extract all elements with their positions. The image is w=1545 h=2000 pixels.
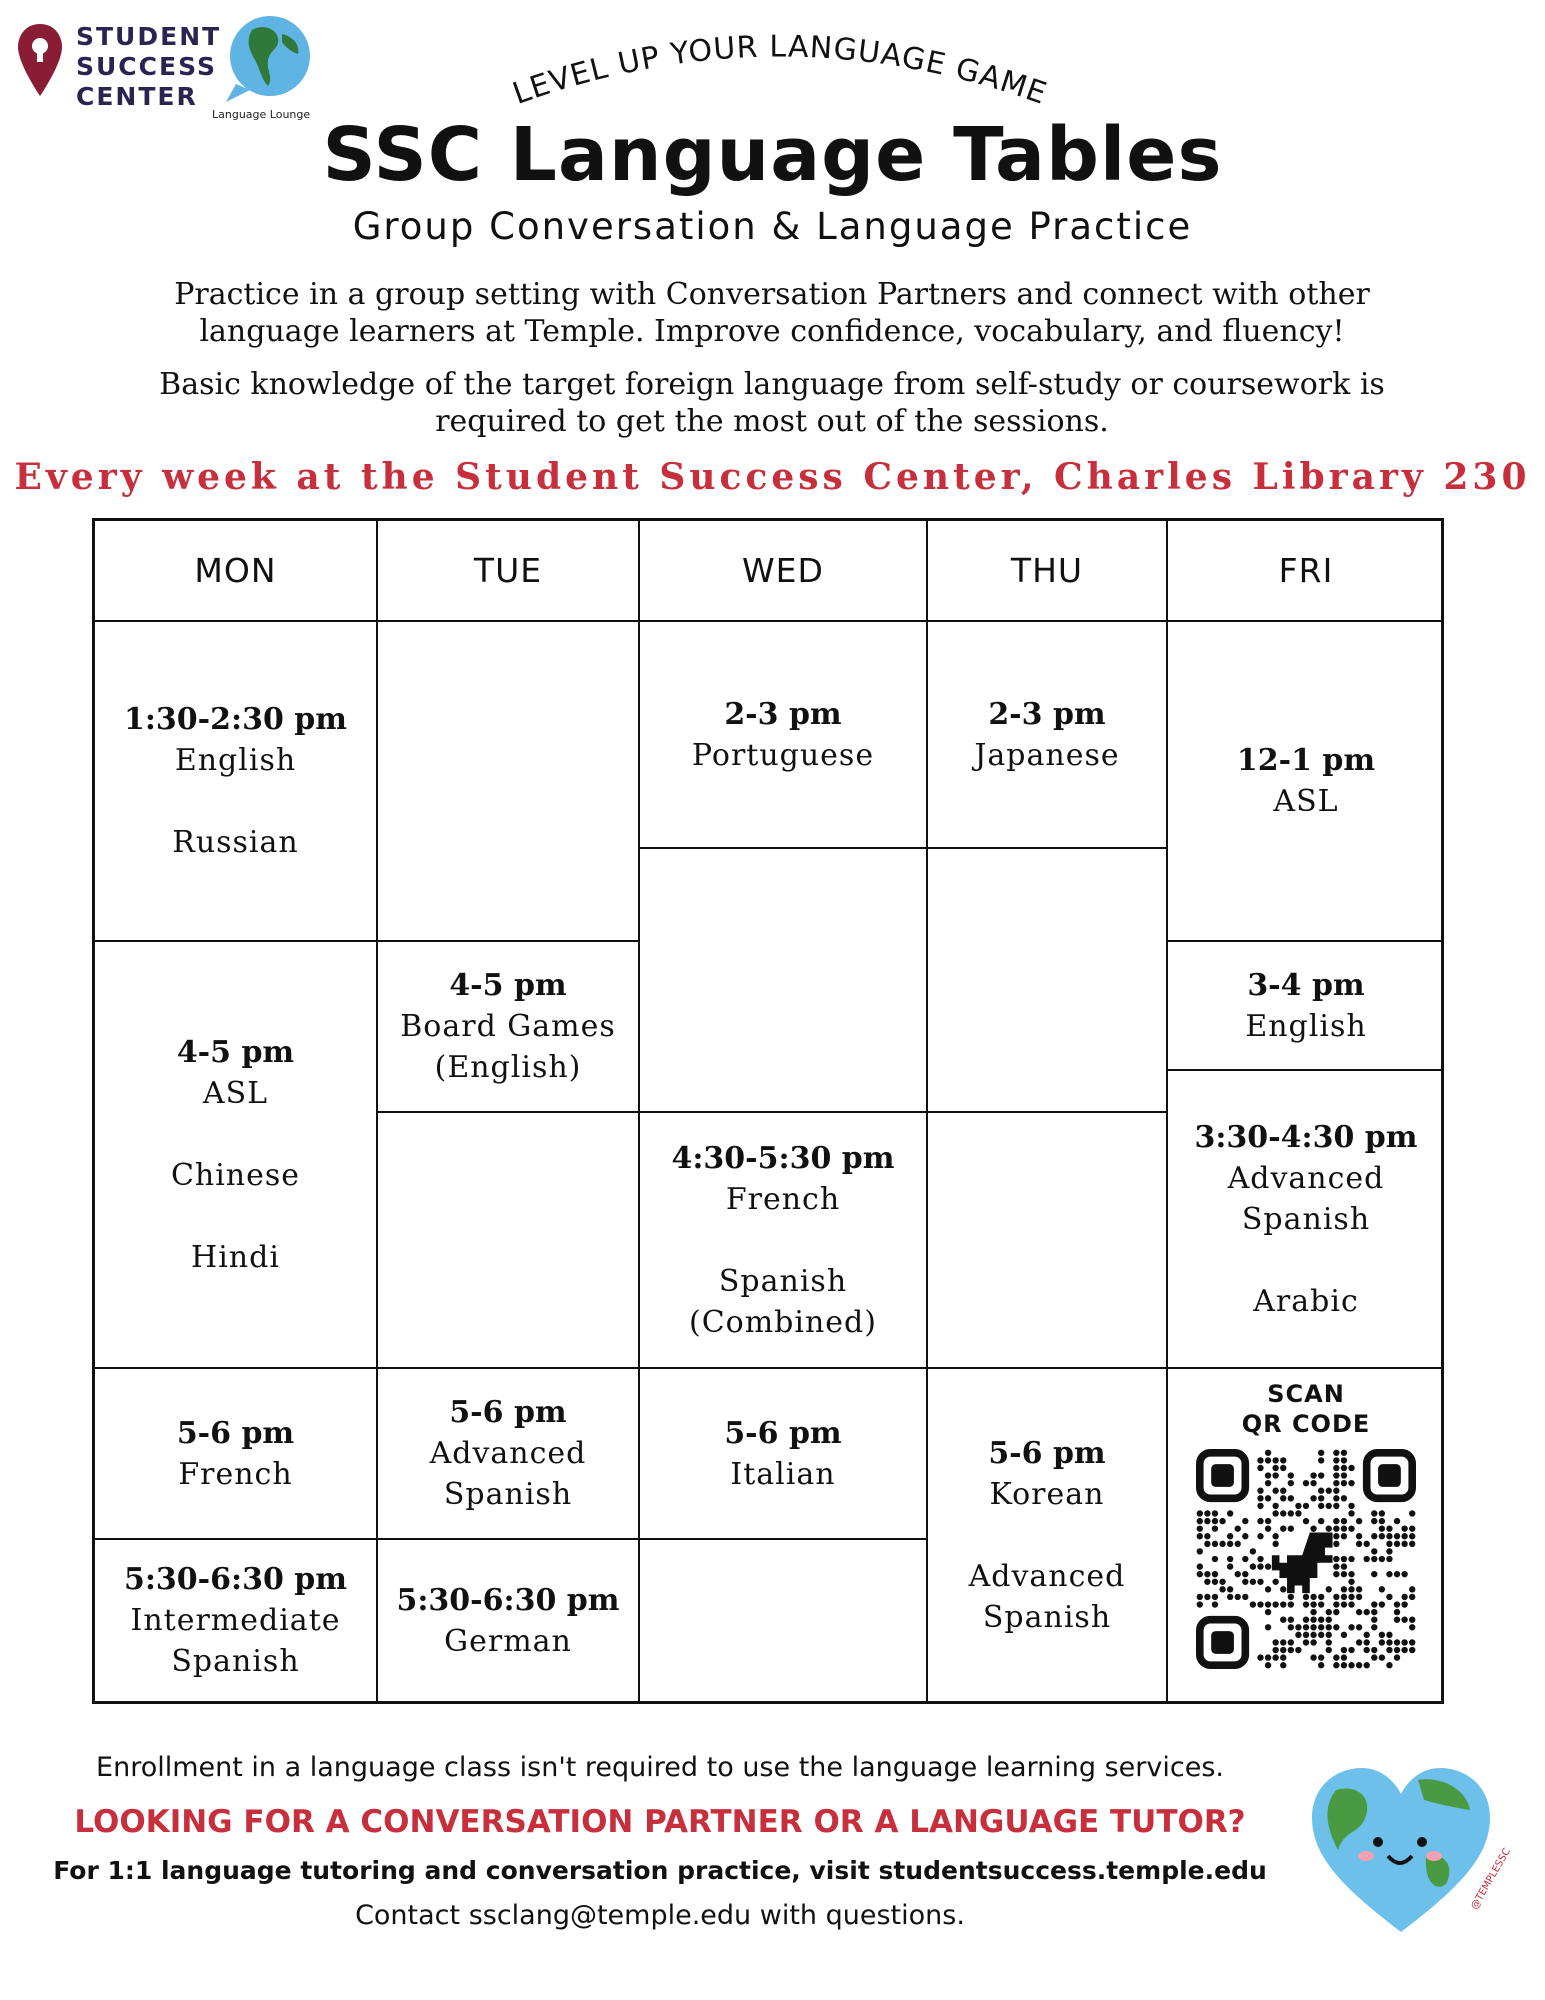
slot-language: Hindi — [191, 1239, 280, 1275]
slot-language: Spanish — [1241, 1201, 1371, 1237]
footer-tutoring: For 1:1 language tutoring and conversation practice, visit studentsuccess.temple.edu — [53, 1856, 1267, 1885]
schedule-slot — [95, 1540, 378, 1701]
slot-time: 4-5 pm — [176, 1034, 295, 1070]
slot-time: 4-5 pm — [449, 968, 567, 1003]
schedule-slot — [95, 1369, 378, 1540]
qr-cell — [1168, 1369, 1444, 1701]
slot-language: Japanese — [974, 737, 1120, 773]
empty-slot — [378, 622, 640, 942]
globe-heart-icon — [1306, 1760, 1513, 1940]
day-header: FRI — [1168, 521, 1444, 622]
slot-language: Spanish — [171, 1644, 300, 1679]
slot-language: Spanish — [982, 1599, 1112, 1635]
slot-language: Korean — [989, 1476, 1105, 1512]
logo-line: CENTER — [76, 82, 198, 111]
schedule-slot — [1168, 942, 1444, 1071]
slot-time: 5-6 pm — [988, 1435, 1106, 1471]
slot-time: 5:30-6:30 pm — [396, 1582, 620, 1618]
slot-language: (Combined) — [689, 1304, 877, 1340]
schedule-table — [92, 518, 1444, 1704]
empty-slot — [928, 849, 1168, 1113]
slot-language: Russian — [172, 825, 299, 860]
logo-line: SUCCESS — [76, 52, 217, 81]
slot-language: Board Games — [400, 1009, 616, 1044]
day-header: THU — [928, 521, 1168, 622]
slot-time: 4:30-5:30 pm — [671, 1140, 895, 1176]
slot-language: (English) — [434, 1050, 582, 1085]
page-subtitle: Group Conversation & Language Practice — [352, 205, 1193, 248]
heart-tag-text: @TEMPLESSC — [1469, 1846, 1513, 1912]
svg-text:LEVEL UP YOUR LANGUAGE GAME — [508, 29, 1051, 111]
empty-slot — [928, 1113, 1168, 1369]
footer-cta: LOOKING FOR A CONVERSATION PARTNER OR A LANGUAGE TUTOR? — [74, 1804, 1246, 1840]
slot-language: Advanced — [968, 1558, 1126, 1594]
slot-time: 3-4 pm — [1247, 967, 1365, 1003]
schedule-slot — [640, 1113, 928, 1369]
slot-language: Chinese — [170, 1157, 301, 1193]
empty-slot — [640, 849, 928, 1113]
intro-paragraph-2: Basic knowledge of the target foreign language from self-study or coursework is required to get the most out of the sessions. — [159, 367, 1385, 439]
slot-language: Intermediate — [130, 1603, 341, 1638]
slot-time: 5-6 pm — [724, 1415, 842, 1451]
empty-slot — [378, 1113, 640, 1369]
logo-wordmark — [76, 22, 221, 112]
intro-paragraph-1: Practice in a group setting with Conversation Partners and connect with other language learners at Temple. Improve confidence, vocabulary, and fluency! — [174, 277, 1370, 349]
empty-slot — [640, 1540, 928, 1701]
globe-speech-bubble-icon — [222, 14, 312, 104]
day-header: MON — [95, 521, 378, 622]
slot-language: Advanced — [429, 1436, 587, 1471]
slot-language: Portuguese — [691, 737, 875, 773]
schedule-slot — [95, 942, 378, 1369]
slot-language: ASL — [1273, 784, 1339, 819]
slot-language: Spanish — [718, 1263, 848, 1299]
footer-note: Enrollment in a language class isn't required to use the language learning services. — [96, 1752, 1224, 1783]
slot-time: 2-3 pm — [724, 696, 842, 732]
slot-time: 5:30-6:30 pm — [123, 1562, 347, 1597]
slot-time: 5-6 pm — [176, 1415, 295, 1451]
slot-time: 3:30-4:30 pm — [1194, 1119, 1418, 1155]
schedule-slot — [640, 1369, 928, 1540]
slot-language: Italian — [730, 1456, 836, 1492]
schedule-slot — [928, 622, 1168, 849]
map-pin-icon — [16, 22, 64, 98]
slot-language: German — [444, 1623, 572, 1659]
schedule-slot — [1168, 622, 1444, 942]
day-header: TUE — [378, 521, 640, 622]
slot-time: 2-3 pm — [988, 696, 1106, 732]
logo-line: STUDENT — [76, 22, 222, 51]
schedule-slot — [640, 622, 928, 849]
slot-language: English — [1245, 1008, 1367, 1044]
slot-language: Arabic — [1253, 1283, 1359, 1319]
schedule-slot — [928, 1369, 1168, 1701]
arc-tagline-text: LEVEL UP YOUR LANGUAGE GAME — [508, 29, 1052, 112]
slot-time: 12-1 pm — [1236, 743, 1376, 778]
qr-label: QR CODE — [1241, 1410, 1371, 1438]
slot-time: 1:30-2:30 pm — [123, 702, 347, 737]
qr-label: SCAN — [1267, 1380, 1345, 1408]
slot-time: 5-6 pm — [449, 1395, 567, 1430]
slot-language: French — [178, 1456, 293, 1492]
language-lounge-label: Language Lounge — [212, 108, 311, 121]
page-title: SSC Language Tables — [322, 112, 1223, 198]
schedule-slot — [95, 622, 378, 942]
day-header: WED — [640, 521, 928, 622]
location-banner: Every week at the Student Success Center, Charles Library 230 — [14, 456, 1531, 498]
arc-tagline — [480, 14, 1080, 124]
slot-language: French — [725, 1181, 841, 1217]
slot-language: English — [174, 743, 297, 778]
schedule-slot — [378, 942, 640, 1113]
footer-contact: Contact ssclang@temple.edu with questions. — [355, 1900, 965, 1931]
slot-language: Advanced — [1227, 1160, 1385, 1196]
slot-language: ASL — [202, 1075, 269, 1111]
qr-code[interactable] — [1196, 1449, 1416, 1669]
schedule-slot — [378, 1369, 640, 1540]
schedule-slot — [1168, 1071, 1444, 1369]
schedule-slot — [378, 1540, 640, 1701]
slot-language: Spanish — [443, 1477, 573, 1512]
